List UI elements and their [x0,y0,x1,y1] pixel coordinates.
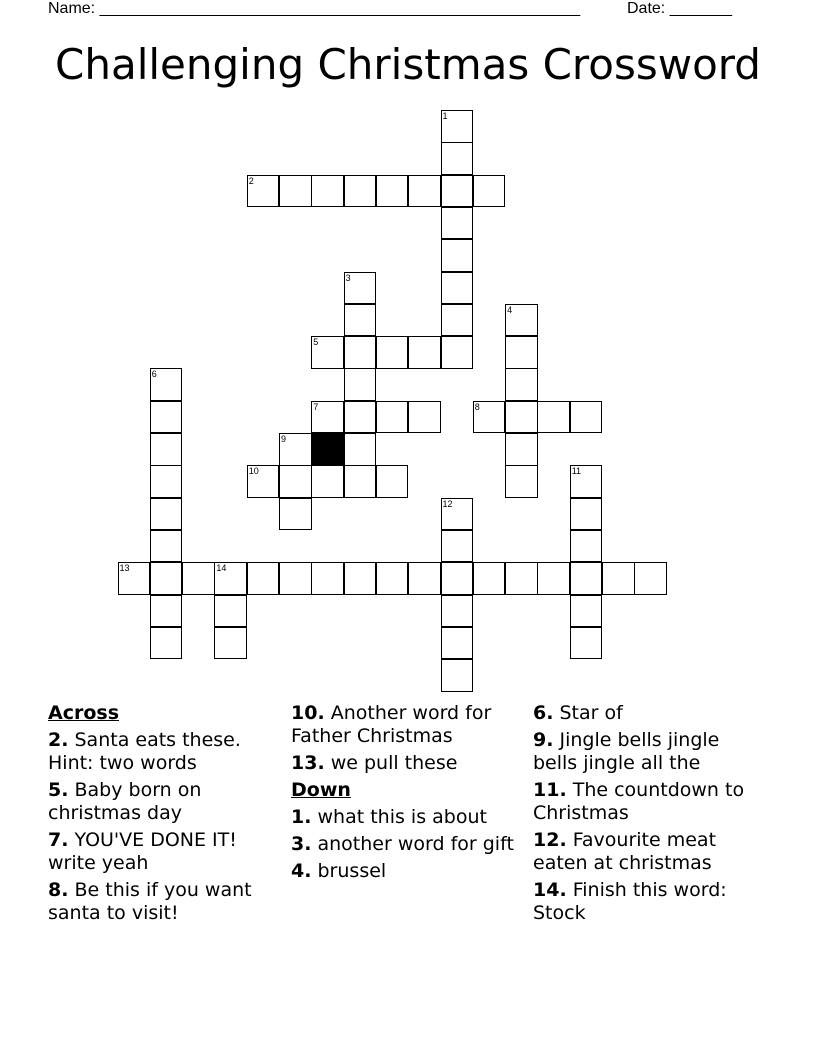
clue-number: 4. [291,860,312,882]
cell-number: 12 [442,498,453,509]
grid-cell[interactable] [150,498,183,531]
grid-cell[interactable] [570,562,603,595]
grid-cell[interactable] [344,175,377,208]
grid-cell[interactable] [376,401,409,434]
clue-text: Jingle bells jingle bells jingle all the [533,729,720,774]
grid-cell[interactable] [441,562,474,595]
grid-cell[interactable] [311,175,344,208]
clue-across-8 [48,879,280,925]
grid-cell[interactable] [344,368,377,401]
clues-column-3 [533,702,765,929]
cell-number: 14 [216,563,227,574]
grid-cell[interactable] [150,562,183,595]
grid-cell[interactable] [279,465,312,498]
grid-cell[interactable] [408,336,441,369]
clues-column-1 [48,702,280,929]
clue-number: 7. [48,829,69,851]
grid-cell[interactable] [311,336,344,369]
clue-across-13 [291,752,523,775]
grid-cell[interactable] [408,562,441,595]
cell-number: 6 [151,369,157,380]
clue-text: Baby born on christmas day [48,779,202,824]
grid-cell[interactable] [150,401,183,434]
clue-text: Finish this word: Stock [533,879,727,924]
grid-cell[interactable] [311,401,344,434]
grid-cell[interactable] [214,627,247,660]
grid-cell[interactable] [441,498,474,531]
grid-cell[interactable] [505,368,538,401]
grid-cell[interactable] [441,207,474,240]
cell-number: 13 [119,563,130,574]
grid-cell[interactable] [570,627,603,660]
grid-cell[interactable] [344,272,377,305]
grid-cell[interactable] [376,562,409,595]
grid-cell[interactable] [279,498,312,531]
clue-text: The countdown to Christmas [533,779,745,824]
cell-number: 3 [345,272,351,283]
clues-column-2 [291,702,523,887]
grid-cell[interactable] [505,465,538,498]
grid-cell[interactable] [441,110,474,143]
cell-number: 5 [313,337,319,348]
grid-cell[interactable] [441,175,474,208]
clue-across-10 [291,702,523,748]
grid-cell[interactable] [311,465,344,498]
clue-number: 1. [291,806,312,828]
grid-cell[interactable] [505,304,538,337]
grid-cell[interactable] [473,401,506,434]
grid-cell[interactable] [634,562,667,595]
grid-cell[interactable] [441,142,474,175]
clue-text: brussel [317,860,387,882]
clue-number: 13. [291,752,325,774]
grid-cell[interactable] [150,465,183,498]
cell-number: 8 [474,401,480,412]
grid-cell[interactable] [247,465,280,498]
cell-number: 1 [442,111,448,121]
cell-number: 4 [507,304,513,315]
cell-number: 9 [281,434,287,444]
grid-cell[interactable] [408,401,441,434]
grid-cell[interactable] [441,659,474,692]
clue-text: Favourite meat eaten at christmas [533,829,717,874]
grid-cell[interactable] [247,175,280,208]
grid-cell[interactable] [376,465,409,498]
grid-cell[interactable] [570,530,603,563]
grid-cell[interactable] [279,433,312,466]
grid-cell[interactable] [214,562,247,595]
down-heading: Down [291,779,351,801]
grid-cell[interactable] [279,175,312,208]
clue-down-6 [533,702,765,725]
grid-cell[interactable] [376,336,409,369]
clue-number: 11. [533,779,567,801]
grid-cell[interactable] [473,562,506,595]
grid-cell[interactable] [344,562,377,595]
grid-cell[interactable] [505,433,538,466]
clue-down-1 [291,806,523,829]
clue-down-9 [533,729,765,775]
grid-cell[interactable] [150,433,183,466]
grid-cell[interactable] [150,627,183,660]
clue-text: YOU'VE DONE IT! write yeah [48,829,237,874]
clue-number: 9. [533,729,554,751]
clue-number: 14. [533,879,567,901]
clue-number: 6. [533,702,554,724]
grid-cell[interactable] [311,562,344,595]
grid-cell[interactable] [570,465,603,498]
grid-cell[interactable] [505,401,538,434]
grid-cell[interactable] [344,433,377,466]
clue-number: 10. [291,702,325,724]
grid-cell[interactable] [344,465,377,498]
clue-down-14 [533,879,765,925]
grid-cell[interactable] [441,336,474,369]
grid-cell[interactable] [602,562,635,595]
grid-cell[interactable] [570,595,603,628]
clue-number: 3. [291,833,312,855]
clue-down-3 [291,833,523,856]
grid-cell[interactable] [441,595,474,628]
grid-cell[interactable] [118,562,151,595]
grid-cell[interactable] [344,401,377,434]
cell-number: 7 [313,401,319,412]
across-heading: Across [48,702,120,724]
clue-text: Star of [559,702,623,724]
grid-cell[interactable] [150,595,183,628]
grid-cell[interactable] [150,368,183,401]
page-title: Challenging Christmas Crossword [55,40,761,89]
clue-number: 12. [533,829,567,851]
grid-cell[interactable] [570,498,603,531]
grid-cell[interactable] [344,304,377,337]
grid-cell[interactable] [505,562,538,595]
grid-cell[interactable] [441,272,474,305]
grid-cell[interactable] [150,530,183,563]
clue-across-2 [48,729,280,775]
name-field: Name: ______________________________________________________ [48,0,581,17]
grid-cell[interactable] [505,336,538,369]
grid-cell[interactable] [182,562,215,595]
black-cell [311,433,344,466]
grid-cell[interactable] [537,401,570,434]
clue-number: 5. [48,779,69,801]
grid-cell[interactable] [441,627,474,660]
grid-cell[interactable] [441,239,474,272]
clue-text: what this is about [317,806,487,828]
cell-number: 10 [248,466,259,477]
grid-cell[interactable] [570,401,603,434]
grid-cell[interactable] [376,175,409,208]
cell-number: 11 [571,466,582,477]
grid-cell[interactable] [344,336,377,369]
grid-cell[interactable] [214,595,247,628]
clue-text: Another word for Father Christmas [291,702,492,747]
grid-cell[interactable] [441,304,474,337]
date-field: Date: _______ [627,0,732,17]
grid-cell[interactable] [247,562,280,595]
clue-across-5 [48,779,280,825]
clue-down-4 [291,860,523,883]
grid-cell[interactable] [441,530,474,563]
grid-cell[interactable] [473,175,506,208]
grid-cell[interactable] [408,175,441,208]
clue-number: 2. [48,729,69,751]
clue-text: Be this if you want santa to visit! [48,879,252,924]
clue-number: 8. [48,879,69,901]
clue-across-7 [48,829,280,875]
grid-cell[interactable] [279,562,312,595]
clue-text: another word for gift [317,833,514,855]
grid-cell[interactable] [537,562,570,595]
clue-text: we pull these [330,752,458,774]
clue-down-11 [533,779,765,825]
clue-down-12 [533,829,765,875]
clue-text: Santa eats these. Hint: two words [48,729,241,774]
cell-number: 2 [248,175,254,186]
